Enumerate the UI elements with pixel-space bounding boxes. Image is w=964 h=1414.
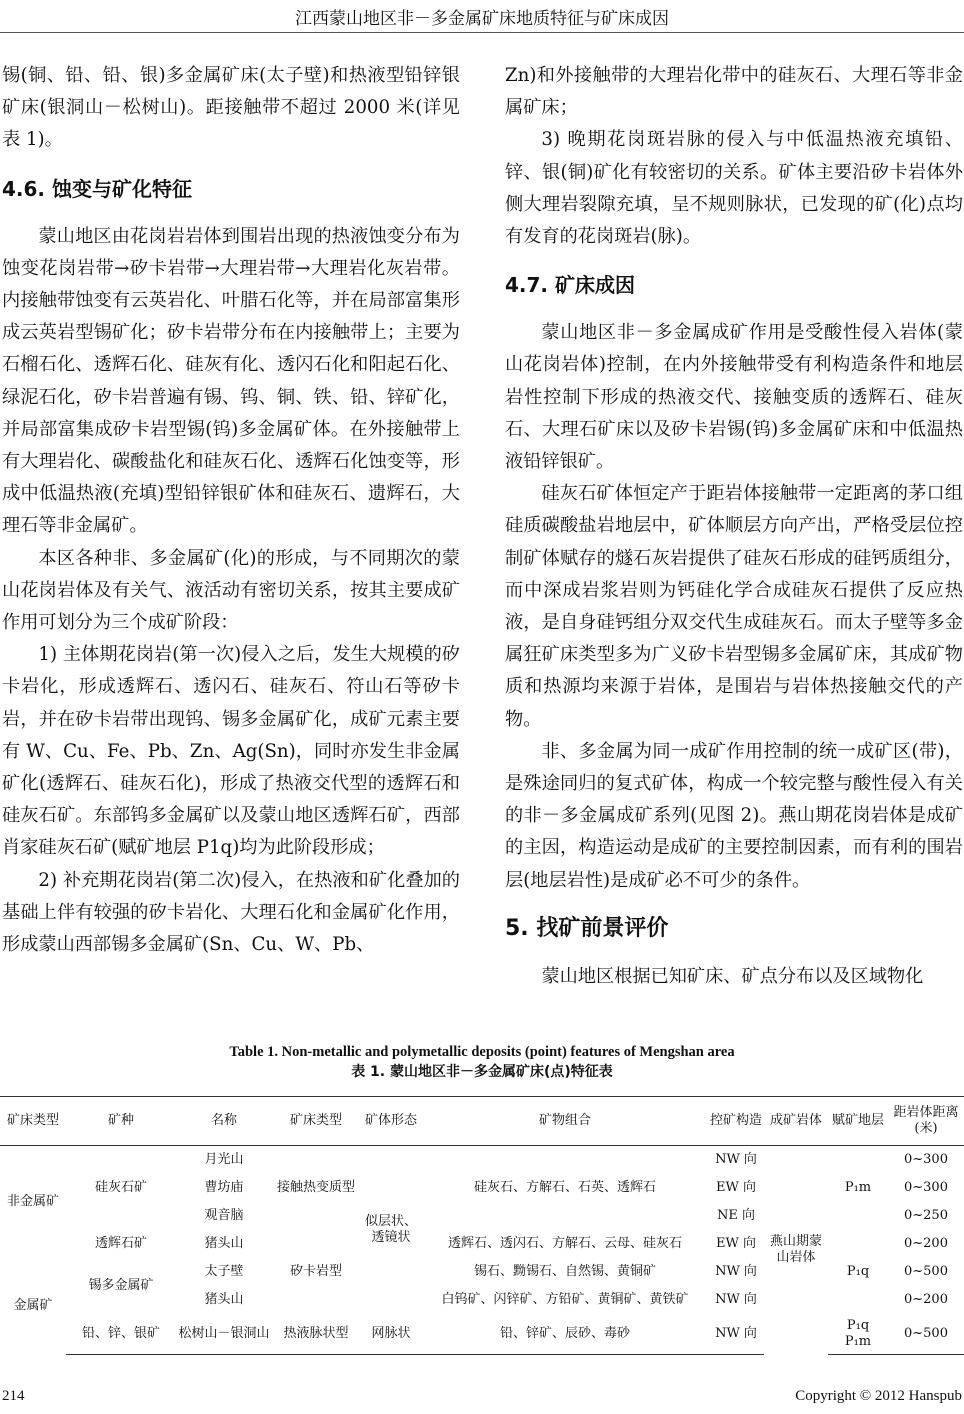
table-cell: 曹坊庙 (204, 1180, 244, 1195)
table-cell: 网脉状 (360, 1314, 422, 1354)
table-cell: 锡石、黝锡石、自然锡、黄铜矿 (473, 1264, 656, 1279)
strata-label: P₁q (846, 1317, 870, 1333)
table-cell: NW 向 (715, 1152, 757, 1167)
paragraph: 1) 主体期花岗岩(第一次)侵入之后，发生大规模的矽卡岩化，形成透辉石、透闪石、硅灰石、符山石等矽卡岩，并在矽卡岩带出现钨、锡多金属矿化，成矿元素主要有 W、Cu、Fe、Pb、Zn、Ag(Sn)，同时亦发生非金属矿化(透辉石、硅灰石化)，形成了热液交代型的透辉石和硅灰石矿。东部钨多金属矿以及蒙山地区透辉石矿，西部肖家硅灰石矿(赋矿地层 P1q)均为此阶段形成； (2, 644, 460, 859)
copyright: Copyright © 2012 Hanspub (795, 1388, 962, 1404)
section-heading: 5. 找矿前景评价 (505, 915, 669, 941)
table-cell: 似层状、透镜状 (364, 1214, 417, 1245)
table-cell: 硅灰石、方解石、石英、透辉石 (473, 1180, 656, 1195)
column-header: 矿床类型 (0, 1097, 66, 1146)
column-header: 赋矿地层 (828, 1097, 888, 1146)
table-cell: 接触热变质型 (276, 1180, 355, 1195)
paragraph: 2) 补充期花岗岩(第二次)侵入，在热液和矿化叠加的基础上伴有较强的矽卡岩化、大理石化和金属矿化作用，形成蒙山西部锡多金属矿(Sn、Cu、W、Pb、 (2, 869, 460, 956)
table-cell: 硅灰石矿 (94, 1180, 147, 1195)
strata-label: P₁m (844, 1333, 872, 1349)
table-row (0, 1146, 964, 1175)
section-heading: 4.7. 矿床成因 (505, 273, 635, 298)
table-cell: 猪头山 (204, 1236, 244, 1251)
table-cell: P₁q (846, 1264, 870, 1279)
paragraph: 3) 晚期花岗斑岩脉的侵入与中低温热液充填铅、锌、银(铜)矿化有较密切的关系。矿体主要沿矽卡岩体外侧大理岩裂隙充填，呈不规则脉状，已发现的矿(化)点均有发育的花岗斑岩(脉)。 (505, 129, 963, 248)
paragraph: 蒙山地区非－多金属成矿作用是受酸性侵入岩体(蒙山花岗岩体)控制，在内外接触带受有利构造条件和地层岩性控制下形成的热液交代、接触变质的透辉石、硅灰石、大理石矿床以及矽卡岩锡(钨)多金属矿床和中低温热液铅锌银矿。 (505, 322, 963, 473)
table-cell: 猪头山 (204, 1292, 244, 1307)
table-cell: 锡多金属矿 (88, 1278, 154, 1293)
column-header: 矿床类型 (272, 1097, 360, 1146)
paragraph: 硅灰石矿体恒定产于距岩体接触带一定距离的茅口组硅质碳酸盐岩地层中，矿体顺层方向产出，严格受层位控制矿体赋存的燧石灰岩提供了硅灰石形成的硅钙质组分，而中深成岩浆岩则为钙硅化学合成硅灰石提供了反应热液，是自身硅钙组分双交代生成硅灰石。而太子壁等多金属狂矿床类型多为广义矽卡岩型锡多金属矿床，其成矿物质和热源均来源于岩体，是围岩与岩体热接触交代的产物。 (505, 483, 963, 730)
column-header: 控矿构造 (708, 1097, 764, 1146)
table-caption-cn: 表 1. 蒙山地区非－多金属矿床(点)特征表 (351, 1064, 613, 1080)
column-header: 成矿岩体 (764, 1097, 828, 1146)
paragraph: 非、多金属为同一成矿作用控制的统一成矿区(带)，是殊途同归的复式矿体，构成一个较完整与酸性侵入有关的非－多金属成矿系列(见图 2)。燕山期花岗岩体是成矿的主因，构造运动是成矿的主要控制因素，而有利的围岩层(地层岩性)是成矿必不可少的条件。 (505, 740, 963, 891)
table-cell: 0~300 (904, 1180, 948, 1195)
table-cell: 0~500 (904, 1264, 948, 1279)
table-cell: 燕山期蒙山岩体 (769, 1234, 822, 1265)
table-cell: EW 向 (716, 1236, 756, 1251)
table-cell: 透辉石、透闪石、方解石、云母、硅灰石 (447, 1236, 682, 1251)
table-cell: NW 向 (715, 1292, 757, 1307)
table-cell: 0~300 (904, 1152, 948, 1167)
table-cell: NW 向 (708, 1314, 764, 1354)
paragraph: Zn)和外接触带的大理岩化带中的硅灰石、大理石等非金属矿床； (505, 65, 963, 119)
table-section (0, 1042, 964, 1349)
table-cell: 铅、锌、银矿 (66, 1314, 176, 1354)
table-cell: 热液脉状型 (272, 1314, 360, 1354)
table-cell: 白钨矿、闪锌矿、方铅矿、黄铜矿、黄铁矿 (441, 1292, 689, 1307)
table-cell: 月光山 (204, 1152, 244, 1167)
paragraph: 锡(铜、铅、铅、银)多金属矿床(太子壁)和热液型铅锌银矿床(银洞山－松树山)。距接触带不超过 2000 米(详见表 1)。 (2, 65, 460, 151)
table-cell: 铅、锌矿、辰砂、毒砂 (422, 1314, 708, 1354)
table-cell: 观音脑 (204, 1208, 244, 1223)
header-rule (0, 32, 964, 33)
table-cell: 0~200 (904, 1236, 948, 1251)
column-header: 名称 (176, 1097, 272, 1146)
paragraph: 蒙山地区由花岗岩岩体到围岩出现的热液蚀变分布为蚀变花岗岩带→矽卡岩带→大理岩带→大理岩化灰岩带。内接触带蚀变有云英岩化、叶腊石化等，并在局部富集形成云英岩型锡矿化；矽卡岩带分布在内接触带上；主要为石榴石化、透辉石化、硅灰有化、透闪石化和阳起石化、绿泥石化，矽卡岩普遍有锡、钨、铜、铁、铅、锌矿化，并局部富集成矽卡岩型锡(钨)多金属矿体。在外接触带上有大理岩化、碳酸盐化和硅灰石化、透辉石化蚀变等，形成中低温热液(充填)型铅锌银矿体和硅灰石、遗辉石，大理石等非金属矿。 (2, 225, 460, 537)
table-cell: EW 向 (716, 1180, 756, 1195)
right-column (505, 60, 963, 993)
deposit-table (0, 1096, 964, 1355)
paragraph: 蒙山地区根据已知矿床、矿点分布以及区域物化 (541, 965, 924, 987)
page-number: 214 (2, 1388, 25, 1404)
table-cell (828, 1314, 888, 1354)
table-cell: 透辉石矿 (94, 1236, 147, 1251)
table-cell: 非金属矿 (6, 1194, 59, 1209)
table-cell: 太子壁 (204, 1264, 244, 1279)
table-cell: 矽卡岩型 (289, 1264, 342, 1279)
left-column (2, 60, 460, 961)
table-cell: 0~250 (904, 1208, 948, 1223)
table-caption-en: Table 1. Non-metallic and polymetallic deposits (point) features of Mengshan area (229, 1044, 735, 1060)
running-header: 江西蒙山地区非－多金属矿床地质特征与矿床成因 (295, 9, 669, 29)
column-header: 矿种 (66, 1097, 176, 1146)
table-cell: P₁m (844, 1180, 872, 1195)
column-header: 距岩体距离(米) (888, 1097, 964, 1146)
section-heading: 4.6. 蚀变与矿化特征 (2, 176, 192, 201)
table-cell: NW 向 (715, 1264, 757, 1279)
table-cell: 0~500 (888, 1314, 964, 1354)
table-header-row (0, 1097, 964, 1146)
table-cell: 松树山－银洞山 (176, 1314, 272, 1354)
table-cell: NE 向 (717, 1208, 755, 1223)
table-cell: 0~200 (904, 1292, 948, 1307)
table-cell: 金属矿 (13, 1298, 53, 1313)
column-header: 矿物组合 (422, 1097, 708, 1146)
column-header: 矿体形态 (360, 1097, 422, 1146)
paragraph: 本区各种非、多金属矿(化)的形成，与不同期次的蒙山花岗岩体及有关气、液活动有密切关系，按其主要成矿作用可划分为三个成矿阶段： (2, 547, 460, 634)
